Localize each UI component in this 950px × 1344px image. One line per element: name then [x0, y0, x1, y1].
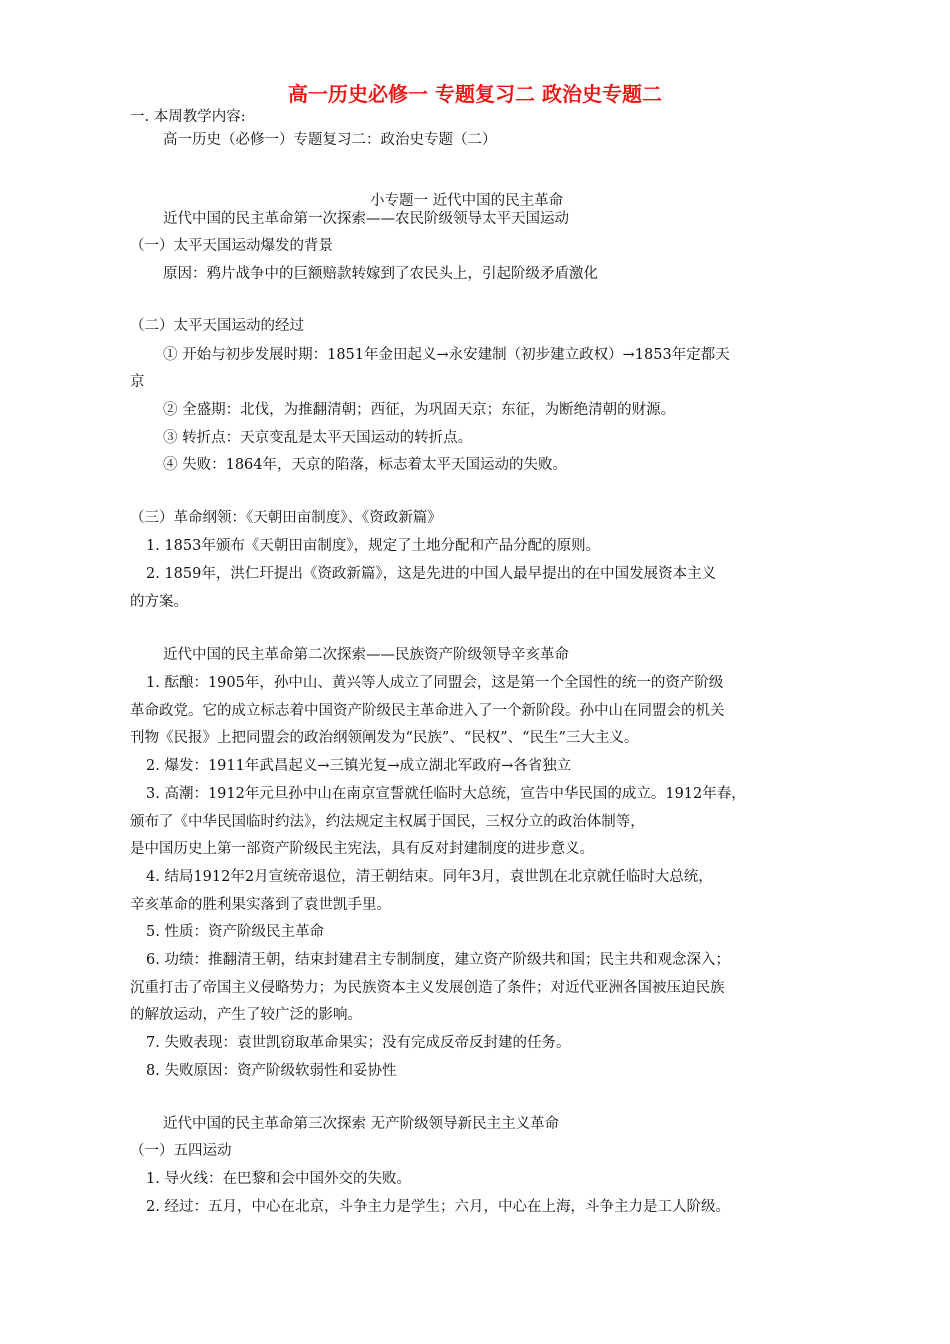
text-line: 3. 高潮：1912年元旦孙中山在南京宣誓就任临时大总统，宣告中华民国的成立。1912年春，: [146, 786, 746, 802]
text-line: 5. 性质：资产阶级民主革命: [146, 924, 324, 940]
text-line: 的方案。: [130, 594, 188, 610]
text-line: （三）革命纲领：《天朝田亩制度》、《资政新篇》: [130, 510, 442, 526]
text-line: （二）太平天国运动的经过: [130, 318, 304, 334]
text-line: 1. 1853年颁布《天朝田亩制度》，规定了土地分配和产品分配的原则。: [146, 538, 601, 554]
text-line: 4. 结局1912年2月宣统帝退位，清王朝结束。同年3月，袁世凯在北京就任临时大总统，: [146, 869, 713, 885]
text-line: 一. 本周教学内容:: [130, 109, 246, 125]
text-line: 1. 导火线：在巴黎和会中国外交的失败。: [146, 1171, 411, 1187]
text-line: 2. 爆发：1911年武昌起义→三镇光复→成立湖北军政府→各省独立: [146, 758, 572, 774]
text-line: 京: [130, 374, 145, 390]
section-heading: 小专题一 近代中国的民主革命: [370, 193, 564, 209]
text-line: ① 开始与初步发展时期：1851年金田起义→永安建制（初步建立政权）→1853年定都天: [163, 347, 730, 363]
text-line: ② 全盛期：北伐，为推翻清朝；西征，为巩固天京；东征，为断绝清朝的财源。: [163, 402, 676, 418]
text-line: 的解放运动，产生了较广泛的影响。: [130, 1007, 362, 1023]
section-heading: 近代中国的民主革命第一次探索——农民阶级领导太平天国运动: [163, 211, 569, 227]
text-line: 辛亥革命的胜利果实落到了袁世凯手里。: [130, 897, 391, 913]
text-line: 刊物《民报》上把同盟会的政治纲领阐发为“民族”、“民权”、“民生”三大主义。: [130, 730, 639, 746]
section-heading: 近代中国的民主革命第二次探索——民族资产阶级领导辛亥革命: [163, 647, 569, 663]
text-line: ③ 转折点：天京变乱是太平天国运动的转折点。: [163, 430, 473, 446]
text-line: 革命政党。它的成立标志着中国资产阶级民主革命进入了一个新阶段。孙中山在同盟会的机关: [130, 703, 725, 719]
text-line: 8. 失败原因：资产阶级软弱性和妥协性: [146, 1063, 397, 1079]
text-line: 颁布了《中华民国临时约法》，约法规定主权属于国民，三权分立的政治体制等，: [130, 814, 645, 830]
text-line: （一）五四运动: [130, 1143, 232, 1159]
text-line: 沉重打击了帝国主义侵略势力；为民族资本主义发展创造了条件；对近代亚洲各国被压迫民族: [130, 980, 725, 996]
text-line: 高一历史（必修一）专题复习二：政治史专题（二）: [163, 132, 497, 148]
text-line: 2. 经过：五月，中心在北京，斗争主力是学生；六月，中心在上海，斗争主力是工人阶级。: [146, 1199, 730, 1215]
text-line: 是中国历史上第一部资产阶级民主宪法，具有反对封建制度的进步意义。: [130, 841, 594, 857]
text-line: 2. 1859年，洪仁玕提出《资政新篇》，这是先进的中国人最早提出的在中国发展资本主义: [146, 566, 717, 582]
section-heading: 近代中国的民主革命第三次探索 无产阶级领导新民主主义革命: [163, 1116, 560, 1132]
text-line: ④ 失败：1864年，天京的陷落，标志着太平天国运动的失败。: [163, 457, 568, 473]
text-line: （一）太平天国运动爆发的背景: [130, 238, 333, 254]
text-line: 7. 失败表现：袁世凯窃取革命果实；没有完成反帝反封建的任务。: [146, 1035, 571, 1051]
text-line: 6. 功绩：推翻清王朝，结束封建君主专制制度，建立资产阶级共和国；民主共和观念深入；: [146, 952, 730, 968]
text-line: 原因：鸦片战争中的巨额赔款转嫁到了农民头上，引起阶级矛盾激化: [163, 266, 598, 282]
text-line: 1. 酝酿：1905年，孙中山、黄兴等人成立了同盟会，这是第一个全国性的统一的资产阶级: [146, 675, 724, 691]
document-title: 高一历史必修一 专题复习二 政治史专题二: [288, 82, 662, 106]
